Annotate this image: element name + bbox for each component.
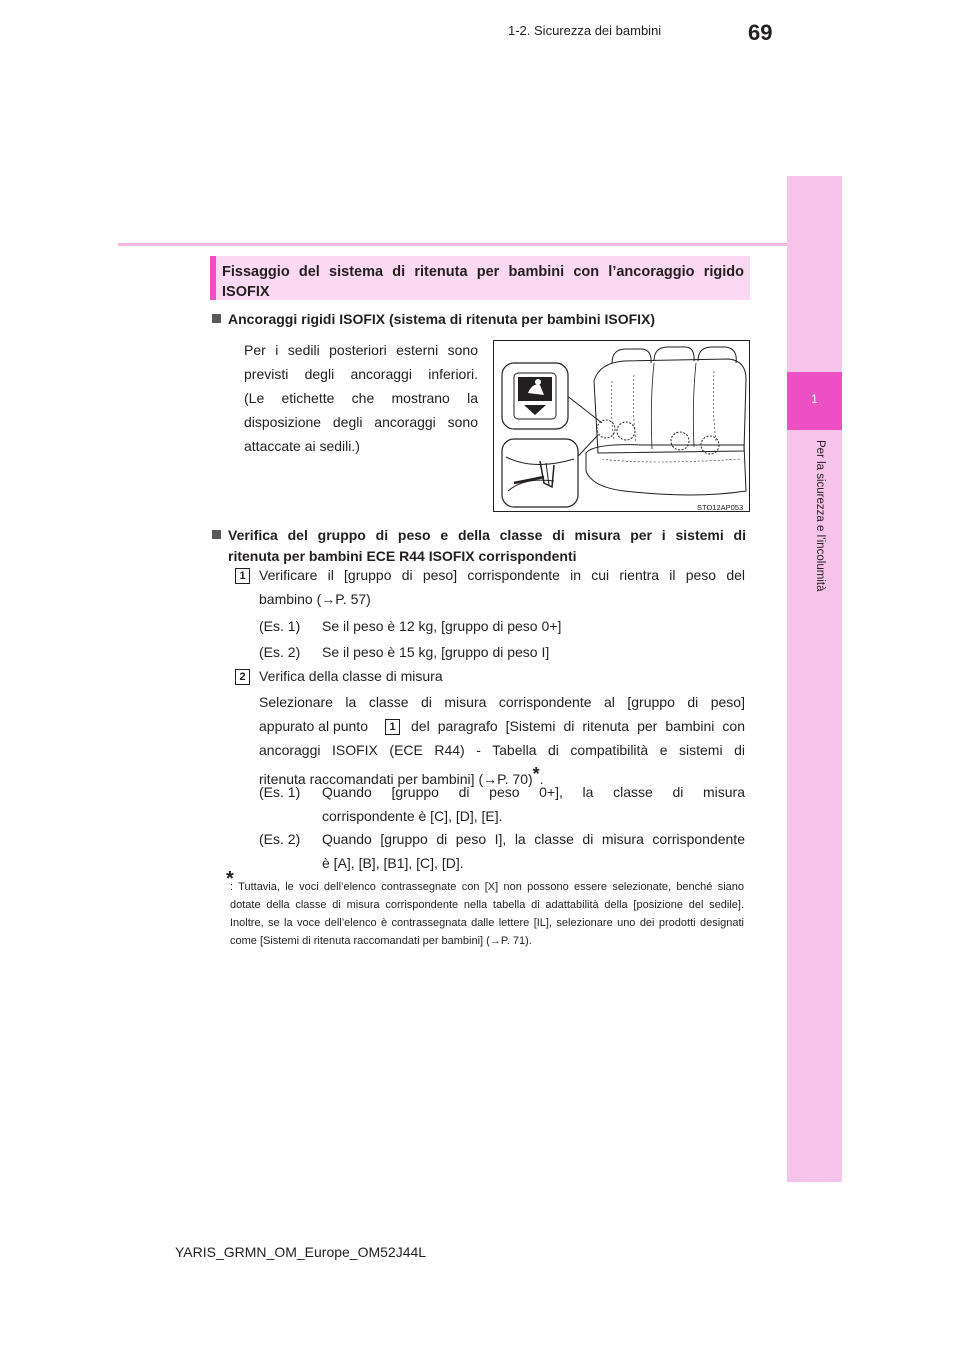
step-2-line-4-text: ritenuta raccomandati per bambini] (→P. 70) (259, 771, 533, 787)
description-line-3: (Le etichette che mostrano la (244, 390, 478, 406)
step-2-title: Verifica della classe di misura (259, 668, 443, 684)
heading-weight-group-check (228, 525, 746, 567)
step-1-reference-badge: 1 (385, 719, 400, 735)
step-2-line-4-end: . (539, 771, 544, 787)
figure-code: STO12AP053 (697, 503, 744, 512)
rear-seat-isofix-illustration (493, 340, 750, 512)
step-2-line-1: Selezionare la classe di misura corrispondente al [gruppo di peso] (259, 694, 745, 710)
step-2-ex-2-line-1: Quando [gruppo di peso I], la classe di misura corrispondente (322, 831, 745, 847)
heading-weight-group-line-1: Verifica del gruppo di peso e della classe di misura per i sistemi di (228, 527, 746, 543)
step-2-ex-2-label: (Es. 2) (259, 831, 301, 847)
step-1-line-2: bambino (→P. 57) (259, 591, 371, 607)
step-1-ex-2-text: Se il peso è 15 kg, [gruppo di peso I] (322, 644, 550, 660)
step-2-line-2-a: appurato al punto (259, 718, 368, 734)
step-1-ex-1-label: (Es. 1) (259, 618, 301, 634)
step-1-ex-2-label: (Es. 2) (259, 644, 301, 660)
step-2-ex-1-label: (Es. 1) (259, 784, 301, 800)
bullet-square-icon (212, 530, 221, 539)
rear-seat-drawing (494, 341, 749, 511)
step-2-line-2-b: del paragrafo [Sistemi di ritenuta per bambini con (411, 718, 745, 734)
step-2-badge: 2 (235, 669, 250, 685)
step-2-ex-1-line-1: Quando [gruppo di peso 0+], la classe di misura (322, 784, 745, 800)
step-1-line-1: Verificare il [gruppo di peso] corrispondente in cui rientra il peso del (259, 567, 745, 583)
step-2-ex-2-line-2: è [A], [B], [B1], [C], [D]. (322, 855, 464, 871)
footnote-marker: * (532, 764, 540, 784)
description-line-5: attaccate ai sedili.) (244, 438, 360, 454)
step-1-ex-1-text: Se il peso è 12 kg, [gruppo di peso 0+] (322, 618, 562, 634)
step-1-badge: 1 (235, 568, 250, 584)
section-title-line-2: ISOFIX (222, 284, 270, 300)
footnote-text: : Tuttavia, le voci dell’elenco contrassegnate con [X] non possono essere selezionate, benché siano dotate della classe di misura corrispondente nella tabella di adattabilità della [posizione del sedile]. Inoltre, se la voce dell’elenco è contrassegnata dalle lettere [IL], selezionare uno dei prodotti designati come [Sistemi di ritenuta raccomandati per bambini] (→P. 71). (230, 881, 744, 947)
description-line-1: Per i sedili posteriori esterni sono (244, 342, 478, 358)
bullet-square-icon (212, 314, 221, 323)
chapter-label: Per la sicurezza e l’incolumità (814, 440, 826, 592)
description-line-2: previsti degli ancoraggi inferiori. (244, 366, 478, 382)
heading-isofix-anchors (228, 309, 746, 330)
step-2-line-3: ancoraggi ISOFIX (ECE R44) - Tabella di compatibilità e sistemi di (259, 742, 745, 758)
section-title (222, 262, 744, 302)
running-header: 1-2. Sicurezza dei bambini (508, 23, 662, 38)
document-code: YARIS_GRMN_OM_Europe_OM52J44L (175, 1244, 427, 1260)
description-line-4: disposizione degli ancoraggi sono (244, 414, 478, 430)
header-rule (118, 243, 840, 246)
page-number: 69 (748, 20, 773, 45)
heading-weight-group-line-2: ritenuta per bambini ECE R44 ISOFIX corrispondenti (228, 548, 577, 564)
chapter-number: 1 (811, 392, 818, 406)
chapter-side-tab (787, 176, 842, 1182)
heading-isofix-anchors-text: Ancoraggi rigidi ISOFIX (sistema di ritenuta per bambini ISOFIX) (228, 311, 656, 327)
step-2-ex-1-line-2: corrispondente è [C], [D], [E]. (322, 808, 503, 824)
footnote-star: * (226, 868, 234, 890)
section-title-line-1: Fissaggio del sistema di ritenuta per bambini con l’ancoraggio rigido (222, 264, 744, 280)
